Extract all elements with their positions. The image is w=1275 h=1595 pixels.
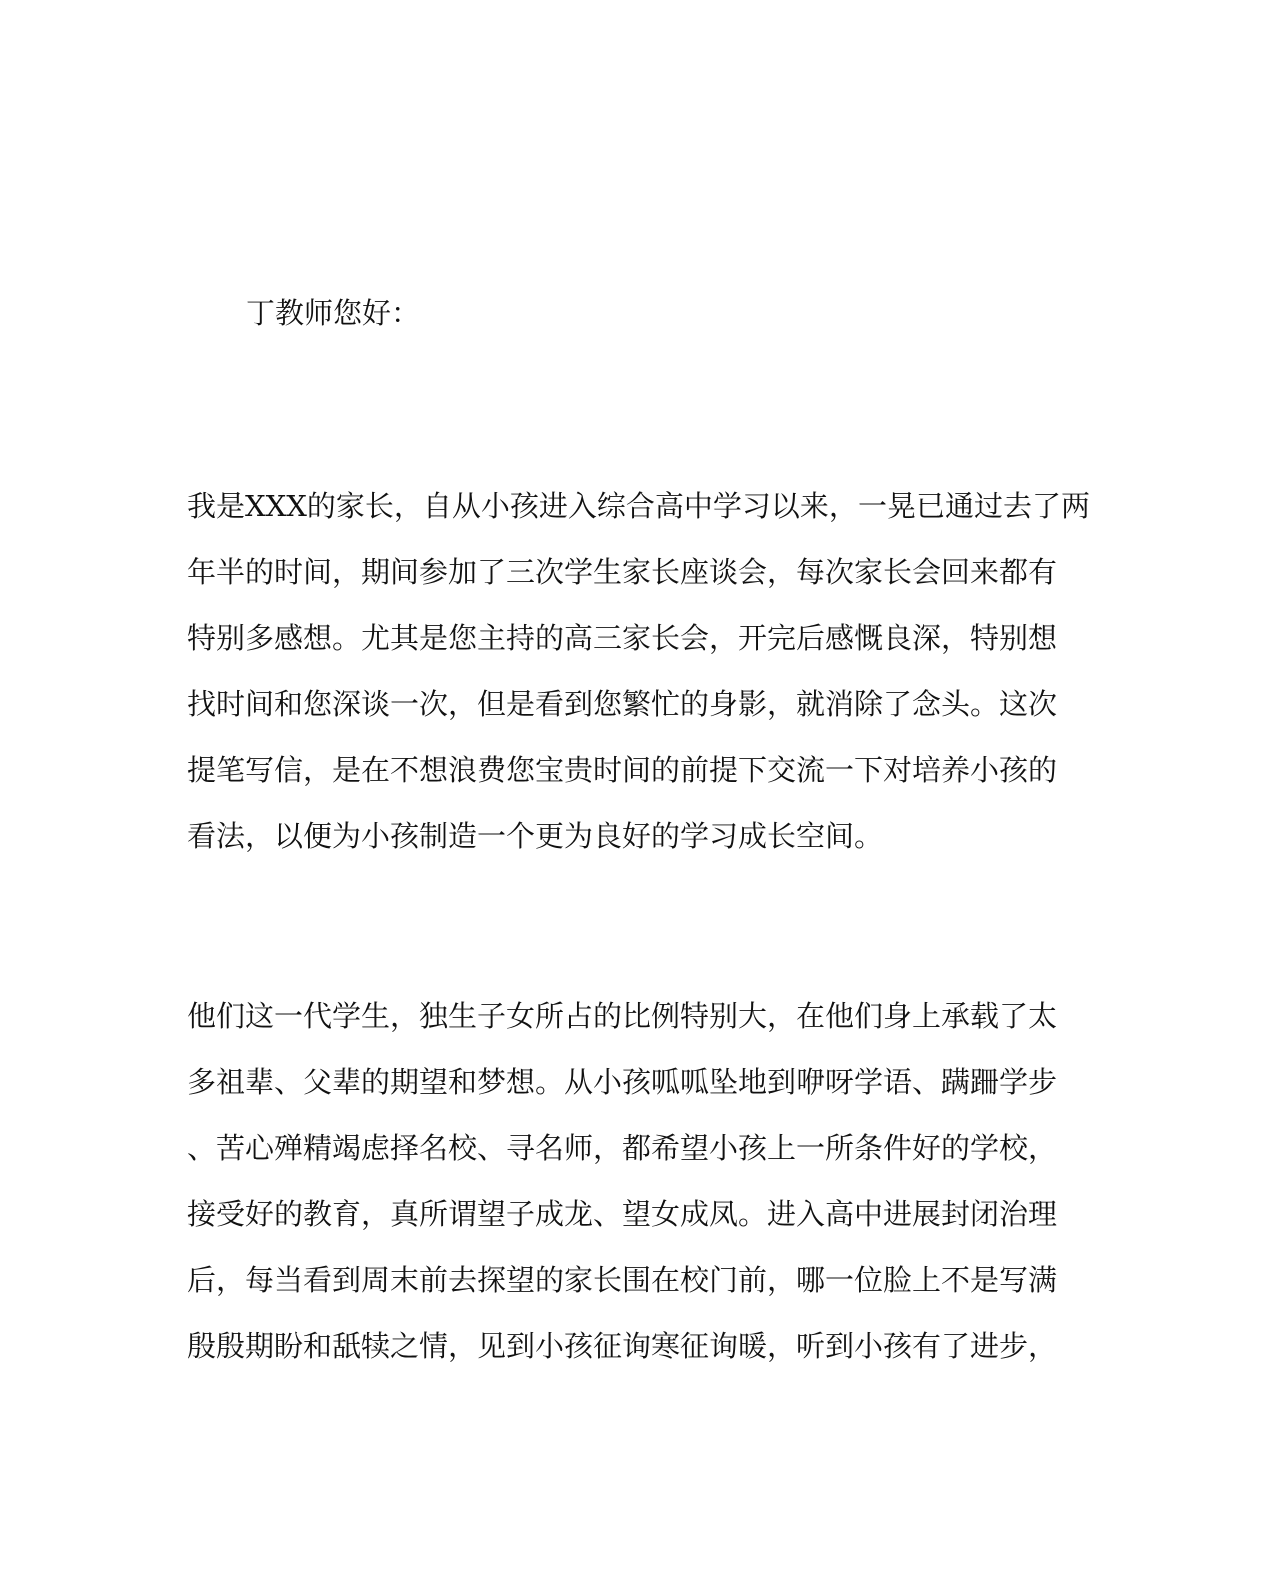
- paragraph-2: [187, 996, 1087, 1392]
- paragraph-line: 找时间和您深谈一次，但是看到您繁忙的身影，就消除了念头。这次: [187, 687, 1058, 721]
- paragraph-line: 我是XXX的家长，自从小孩进入综合高中学习以来，一晃已通过去了两: [187, 489, 1090, 523]
- paragraph-1: [187, 486, 1090, 882]
- letter-greeting: 丁教师您好：: [246, 296, 421, 330]
- paragraph-line: 多祖辈、父辈的期望和梦想。从小孩呱呱坠地到咿呀学语、蹒跚学步: [187, 1065, 1058, 1099]
- paragraph-line: 特别多感想。尤其是您主持的高三家长会，开完后感慨良深，特别想: [187, 621, 1058, 655]
- paragraph-line: 殷殷期盼和舐犊之情，见到小孩征询寒征询暖，听到小孩有了进步，: [187, 1329, 1058, 1363]
- paragraph-line: 、苦心殚精竭虑择名校、寻名师，都希望小孩上一所条件好的学校，: [187, 1131, 1058, 1165]
- paragraph-line: 后，每当看到周末前去探望的家长围在校门前，哪一位脸上不是写满: [187, 1263, 1058, 1297]
- paragraph-line: 接受好的教育，真所谓望子成龙、望女成凤。进入高中进展封闭治理: [187, 1197, 1058, 1231]
- paragraph-line: 年半的时间，期间参加了三次学生家长座谈会，每次家长会回来都有: [187, 555, 1058, 589]
- paragraph-line: 看法，以便为小孩制造一个更为良好的学习成长空间。: [187, 819, 884, 853]
- paragraph-line: 提笔写信，是在不想浪费您宝贵时间的前提下交流一下对培养小孩的: [187, 753, 1058, 787]
- paragraph-line: 他们这一代学生，独生子女所占的比例特别大，在他们身上承载了太: [187, 999, 1058, 1033]
